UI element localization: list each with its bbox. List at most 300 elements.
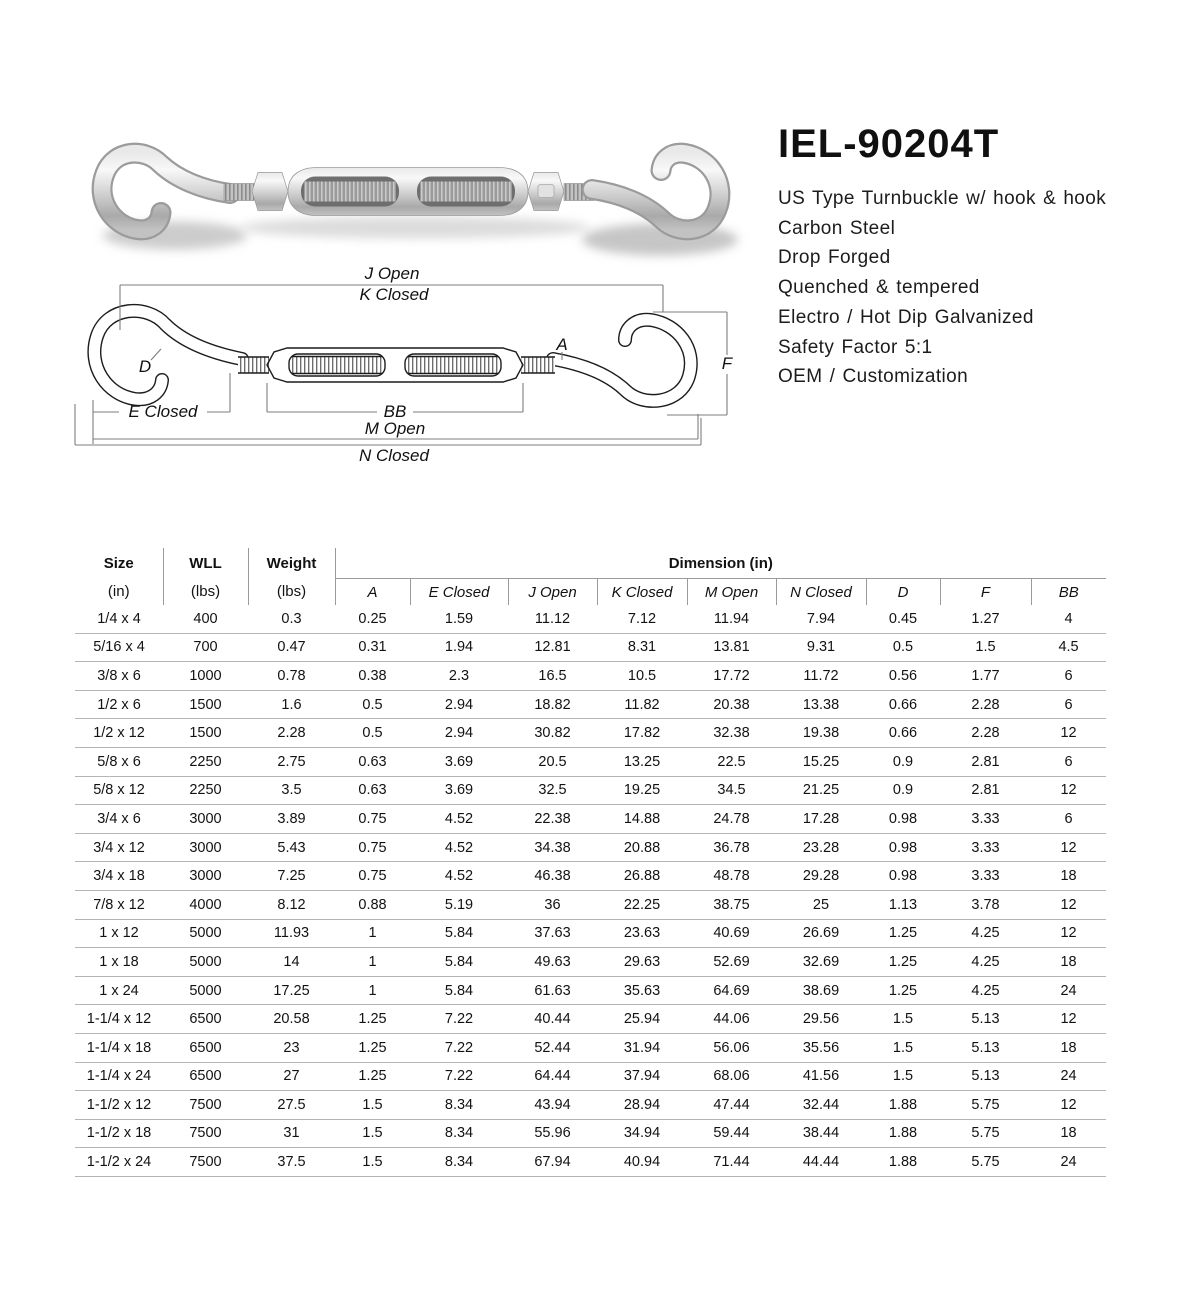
table-cell: 23 [248, 1033, 335, 1062]
table-cell: 2.81 [940, 776, 1031, 805]
table-cell: 0.5 [866, 633, 940, 662]
table-row [75, 1091, 1106, 1120]
table-cell: 16.5 [508, 662, 597, 691]
table-cell: 35.56 [776, 1033, 866, 1062]
dim-header-a: A [335, 579, 410, 606]
product-info [778, 120, 1138, 392]
table-cell: 4.5 [1031, 633, 1106, 662]
table-cell: 3.5 [248, 776, 335, 805]
table-cell: 11.72 [776, 662, 866, 691]
table-cell: 0.25 [335, 605, 410, 633]
table-cell: 34.5 [687, 776, 776, 805]
table-cell: 5000 [163, 976, 248, 1005]
table-row [75, 633, 1106, 662]
table-cell: 20.38 [687, 690, 776, 719]
table-cell: 3/4 x 18 [75, 862, 163, 891]
table-cell: 17.25 [248, 976, 335, 1005]
dim-header-f: F [940, 579, 1031, 606]
table-cell: 0.38 [335, 662, 410, 691]
spec-table [75, 548, 1106, 1177]
table-cell: 28.94 [597, 1091, 687, 1120]
table-cell: 41.56 [776, 1062, 866, 1091]
table-cell: 52.69 [687, 948, 776, 977]
unit-header-wll: (lbs) [163, 579, 248, 606]
dim-header-d: D [866, 579, 940, 606]
page-title: IEL-90204T [778, 122, 1000, 166]
table-cell: 1/2 x 12 [75, 719, 163, 748]
table-subheader-row [75, 579, 1106, 606]
dim-header-n-closed: N Closed [776, 579, 866, 606]
feature-list [778, 184, 1138, 392]
table-cell: 0.75 [335, 833, 410, 862]
table-cell: 2250 [163, 776, 248, 805]
table-cell: 8.34 [410, 1148, 508, 1177]
table-cell: 4.25 [940, 948, 1031, 977]
table-row [75, 662, 1106, 691]
table-cell: 9.31 [776, 633, 866, 662]
table-cell: 14 [248, 948, 335, 977]
table-cell: 21.25 [776, 776, 866, 805]
table-cell: 3.33 [940, 805, 1031, 834]
table-cell: 18 [1031, 1033, 1106, 1062]
table-cell: 38.44 [776, 1119, 866, 1148]
table-cell: 5.19 [410, 890, 508, 919]
table-cell: 6 [1031, 690, 1106, 719]
table-cell: 8.34 [410, 1091, 508, 1120]
table-cell: 71.44 [687, 1148, 776, 1177]
table-cell: 1-1/2 x 12 [75, 1091, 163, 1120]
label-j-open: J Open [364, 264, 420, 283]
table-cell: 3/4 x 6 [75, 805, 163, 834]
photo-nut-stamp [538, 185, 554, 198]
table-cell: 3/4 x 12 [75, 833, 163, 862]
feature-line: Electro / Hot Dip Galvanized [778, 306, 1034, 328]
table-cell: 38.69 [776, 976, 866, 1005]
table-cell: 1.25 [866, 919, 940, 948]
table-cell: 0.75 [335, 805, 410, 834]
table-cell: 0.98 [866, 805, 940, 834]
table-row [75, 862, 1106, 891]
col-header-wll: WLL [163, 548, 248, 579]
table-row [75, 948, 1106, 977]
table-cell: 5.75 [940, 1148, 1031, 1177]
feature-line: Carbon Steel [778, 217, 896, 239]
table-cell: 35.63 [597, 976, 687, 1005]
table-cell: 0.3 [248, 605, 335, 633]
table-cell: 5000 [163, 919, 248, 948]
table-cell: 12 [1031, 719, 1106, 748]
table-row [75, 833, 1106, 862]
table-cell: 0.78 [248, 662, 335, 691]
table-cell: 20.58 [248, 1005, 335, 1034]
table-row [75, 1119, 1106, 1148]
table-row [75, 976, 1106, 1005]
table-cell: 7/8 x 12 [75, 890, 163, 919]
table-cell: 37.5 [248, 1148, 335, 1177]
table-cell: 1500 [163, 690, 248, 719]
label-m-open: M Open [364, 419, 426, 438]
table-cell: 24 [1031, 1062, 1106, 1091]
label-n-closed: N Closed [359, 446, 429, 465]
table-cell: 0.5 [335, 719, 410, 748]
table-cell: 0.9 [866, 747, 940, 776]
table-cell: 1000 [163, 662, 248, 691]
table-cell: 1.88 [866, 1091, 940, 1120]
table-cell: 17.28 [776, 805, 866, 834]
table-cell: 0.45 [866, 605, 940, 633]
table-cell: 6500 [163, 1062, 248, 1091]
table-cell: 1 x 24 [75, 976, 163, 1005]
table-cell: 8.12 [248, 890, 335, 919]
table-cell: 5.75 [940, 1119, 1031, 1148]
table-cell: 5.75 [940, 1091, 1031, 1120]
table-cell: 22.5 [687, 747, 776, 776]
table-cell: 1.5 [335, 1091, 410, 1120]
table-cell: 15.25 [776, 747, 866, 776]
table-cell: 6500 [163, 1005, 248, 1034]
table-group-header-row [75, 548, 1106, 579]
table-row [75, 1033, 1106, 1062]
table-cell: 12 [1031, 1005, 1106, 1034]
table-cell: 1.5 [940, 633, 1031, 662]
table-cell: 25 [776, 890, 866, 919]
table-cell: 7500 [163, 1148, 248, 1177]
col-header-weight: Weight [248, 548, 335, 579]
table-cell: 1.88 [866, 1148, 940, 1177]
unit-header-weight: (lbs) [248, 579, 335, 606]
dimension-diagram [55, 252, 755, 467]
table-cell: 1 x 18 [75, 948, 163, 977]
table-cell: 0.98 [866, 833, 940, 862]
table-cell: 17.72 [687, 662, 776, 691]
table-cell: 2.28 [248, 719, 335, 748]
table-cell: 64.69 [687, 976, 776, 1005]
table-cell: 700 [163, 633, 248, 662]
table-cell: 1.5 [866, 1033, 940, 1062]
table-cell: 12.81 [508, 633, 597, 662]
table-cell: 32.69 [776, 948, 866, 977]
table-cell: 5.84 [410, 919, 508, 948]
table-cell: 44.06 [687, 1005, 776, 1034]
table-cell: 1.5 [866, 1062, 940, 1091]
table-cell: 2.28 [940, 690, 1031, 719]
label-bb: BB [383, 402, 407, 421]
photo-left-hook [102, 153, 230, 230]
table-cell: 3000 [163, 862, 248, 891]
table-cell: 1 [335, 919, 410, 948]
table-cell: 1-1/2 x 18 [75, 1119, 163, 1148]
table-cell: 12 [1031, 776, 1106, 805]
table-cell: 56.06 [687, 1033, 776, 1062]
table-cell: 2.75 [248, 747, 335, 776]
table-cell: 1.59 [410, 605, 508, 633]
table-cell: 3.33 [940, 833, 1031, 862]
table-cell: 0.66 [866, 690, 940, 719]
table-cell: 5.84 [410, 948, 508, 977]
table-cell: 13.25 [597, 747, 687, 776]
table-cell: 0.63 [335, 776, 410, 805]
table-cell: 1/4 x 4 [75, 605, 163, 633]
table-cell: 7.22 [410, 1033, 508, 1062]
table-cell: 36.78 [687, 833, 776, 862]
table-cell: 1.25 [335, 1005, 410, 1034]
unit-header-size: (in) [75, 579, 163, 606]
table-cell: 6 [1031, 662, 1106, 691]
table-cell: 34.94 [597, 1119, 687, 1148]
table-row [75, 1148, 1106, 1177]
table-cell: 7.22 [410, 1005, 508, 1034]
table-cell: 18 [1031, 1119, 1106, 1148]
table-cell: 5000 [163, 948, 248, 977]
drawing-right-hook [553, 320, 691, 401]
table-cell: 34.38 [508, 833, 597, 862]
table-cell: 13.81 [687, 633, 776, 662]
table-cell: 37.94 [597, 1062, 687, 1091]
table-cell: 1.6 [248, 690, 335, 719]
table-cell: 6 [1031, 747, 1106, 776]
drawing-body [267, 348, 523, 382]
photo-shadow [103, 217, 738, 256]
table-cell: 1-1/4 x 12 [75, 1005, 163, 1034]
photo-left-thread [224, 184, 254, 201]
table-cell: 1.27 [940, 605, 1031, 633]
table-cell: 6500 [163, 1033, 248, 1062]
table-cell: 40.44 [508, 1005, 597, 1034]
table-cell: 3.33 [940, 862, 1031, 891]
photo-right-hook [592, 153, 720, 230]
table-row [75, 1062, 1106, 1091]
table-cell: 400 [163, 605, 248, 633]
table-cell: 44.44 [776, 1148, 866, 1177]
table-cell: 19.25 [597, 776, 687, 805]
table-cell: 2.28 [940, 719, 1031, 748]
table-cell: 55.96 [508, 1119, 597, 1148]
table-row [75, 890, 1106, 919]
table-cell: 5/8 x 12 [75, 776, 163, 805]
table-cell: 19.38 [776, 719, 866, 748]
table-cell: 18 [1031, 862, 1106, 891]
table-cell: 64.44 [508, 1062, 597, 1091]
table-cell: 1.25 [866, 976, 940, 1005]
table-cell: 29.56 [776, 1005, 866, 1034]
table-cell: 29.28 [776, 862, 866, 891]
table-cell: 20.88 [597, 833, 687, 862]
photo-left-nut [252, 173, 288, 211]
table-cell: 1500 [163, 719, 248, 748]
feature-line: Drop Forged [778, 247, 891, 269]
table-cell: 0.88 [335, 890, 410, 919]
table-cell: 11.82 [597, 690, 687, 719]
table-cell: 38.75 [687, 890, 776, 919]
table-cell: 2.94 [410, 690, 508, 719]
table-cell: 3/8 x 6 [75, 662, 163, 691]
table-cell: 26.69 [776, 919, 866, 948]
table-cell: 1.13 [866, 890, 940, 919]
table-row [75, 776, 1106, 805]
table-cell: 13.38 [776, 690, 866, 719]
table-cell: 8.34 [410, 1119, 508, 1148]
table-cell: 1 x 12 [75, 919, 163, 948]
table-cell: 2.3 [410, 662, 508, 691]
table-cell: 1.5 [335, 1119, 410, 1148]
table-cell: 7500 [163, 1091, 248, 1120]
table-cell: 0.63 [335, 747, 410, 776]
table-cell: 23.63 [597, 919, 687, 948]
drawing-left-rod [238, 357, 269, 373]
table-cell: 20.5 [508, 747, 597, 776]
table-cell: 7500 [163, 1119, 248, 1148]
table-cell: 1.77 [940, 662, 1031, 691]
table-cell: 40.69 [687, 919, 776, 948]
table-cell: 48.78 [687, 862, 776, 891]
col-header-dimension-group: Dimension (in) [335, 548, 1106, 579]
table-cell: 11.93 [248, 919, 335, 948]
table-cell: 4.25 [940, 976, 1031, 1005]
table-cell: 12 [1031, 890, 1106, 919]
table-cell: 2.94 [410, 719, 508, 748]
table-cell: 14.88 [597, 805, 687, 834]
table-cell: 7.22 [410, 1062, 508, 1091]
table-cell: 0.31 [335, 633, 410, 662]
table-cell: 8.31 [597, 633, 687, 662]
table-cell: 31.94 [597, 1033, 687, 1062]
table-cell: 1 [335, 976, 410, 1005]
table-row [75, 1005, 1106, 1034]
table-cell: 25.94 [597, 1005, 687, 1034]
table-cell: 32.38 [687, 719, 776, 748]
table-cell: 3000 [163, 833, 248, 862]
table-cell: 3.69 [410, 747, 508, 776]
table-cell: 4 [1031, 605, 1106, 633]
table-cell: 5.13 [940, 1062, 1031, 1091]
table-cell: 5.13 [940, 1033, 1031, 1062]
product-photo [80, 112, 750, 270]
table-cell: 22.25 [597, 890, 687, 919]
table-cell: 1-1/4 x 24 [75, 1062, 163, 1091]
table-cell: 4000 [163, 890, 248, 919]
table-cell: 12 [1031, 833, 1106, 862]
label-e-closed: E Closed [128, 402, 198, 421]
table-cell: 40.94 [597, 1148, 687, 1177]
table-cell: 1-1/4 x 18 [75, 1033, 163, 1062]
table-row [75, 690, 1106, 719]
table-cell: 3.69 [410, 776, 508, 805]
table-cell: 1 [335, 948, 410, 977]
table-cell: 31 [248, 1119, 335, 1148]
spec-table-container [75, 548, 1106, 1177]
feature-line: Safety Factor 5:1 [778, 336, 933, 358]
table-cell: 1.5 [335, 1148, 410, 1177]
table-cell: 24 [1031, 976, 1106, 1005]
table-cell: 43.94 [508, 1091, 597, 1120]
table-cell: 52.44 [508, 1033, 597, 1062]
table-cell: 2.81 [940, 747, 1031, 776]
table-cell: 0.9 [866, 776, 940, 805]
table-cell: 4.52 [410, 805, 508, 834]
table-cell: 3.89 [248, 805, 335, 834]
table-cell: 10.5 [597, 662, 687, 691]
table-cell: 36 [508, 890, 597, 919]
table-cell: 7.12 [597, 605, 687, 633]
table-cell: 1/2 x 6 [75, 690, 163, 719]
table-cell: 24.78 [687, 805, 776, 834]
table-cell: 0.47 [248, 633, 335, 662]
table-cell: 30.82 [508, 719, 597, 748]
table-row [75, 747, 1106, 776]
table-cell: 3000 [163, 805, 248, 834]
dim-header-k-closed: K Closed [597, 579, 687, 606]
table-cell: 27.5 [248, 1091, 335, 1120]
table-row [75, 605, 1106, 633]
table-cell: 17.82 [597, 719, 687, 748]
table-cell: 27 [248, 1062, 335, 1091]
feature-line: US Type Turnbuckle w/ hook & hook [778, 188, 1107, 209]
table-cell: 0.98 [866, 862, 940, 891]
table-cell: 46.38 [508, 862, 597, 891]
label-k-closed: K Closed [359, 285, 429, 304]
table-cell: 1.5 [866, 1005, 940, 1034]
table-cell: 7.25 [248, 862, 335, 891]
table-cell: 2250 [163, 747, 248, 776]
feature-line: OEM / Customization [778, 366, 969, 388]
table-cell: 67.94 [508, 1148, 597, 1177]
table-row [75, 719, 1106, 748]
table-cell: 5.43 [248, 833, 335, 862]
table-cell: 32.5 [508, 776, 597, 805]
table-cell: 5/8 x 6 [75, 747, 163, 776]
table-cell: 12 [1031, 1091, 1106, 1120]
table-cell: 68.06 [687, 1062, 776, 1091]
table-cell: 0.75 [335, 862, 410, 891]
label-d: D [138, 357, 152, 376]
table-cell: 4.52 [410, 833, 508, 862]
drawing-right-rod [521, 357, 555, 373]
table-cell: 59.44 [687, 1119, 776, 1148]
table-cell: 61.63 [508, 976, 597, 1005]
table-cell: 47.44 [687, 1091, 776, 1120]
table-cell: 4.25 [940, 919, 1031, 948]
table-cell: 1-1/2 x 24 [75, 1148, 163, 1177]
table-cell: 26.88 [597, 862, 687, 891]
table-cell: 37.63 [508, 919, 597, 948]
table-cell: 32.44 [776, 1091, 866, 1120]
table-row [75, 805, 1106, 834]
dim-header-m-open: M Open [687, 579, 776, 606]
table-cell: 5.13 [940, 1005, 1031, 1034]
table-cell: 24 [1031, 1148, 1106, 1177]
table-body [75, 605, 1106, 1176]
table-cell: 0.5 [335, 690, 410, 719]
table-cell: 7.94 [776, 605, 866, 633]
table-cell: 1.25 [866, 948, 940, 977]
table-cell: 1.25 [335, 1062, 410, 1091]
label-a: A [556, 335, 568, 354]
table-cell: 1.94 [410, 633, 508, 662]
table-cell: 1.25 [335, 1033, 410, 1062]
table-cell: 23.28 [776, 833, 866, 862]
table-cell: 4.52 [410, 862, 508, 891]
table-cell: 22.38 [508, 805, 597, 834]
table-cell: 3.78 [940, 890, 1031, 919]
table-cell: 1.88 [866, 1119, 940, 1148]
dim-header-e-closed: E Closed [410, 579, 508, 606]
table-cell: 29.63 [597, 948, 687, 977]
table-cell: 6 [1031, 805, 1106, 834]
dim-header-j-open: J Open [508, 579, 597, 606]
drawing-left-hook [94, 311, 242, 399]
table-cell: 18 [1031, 948, 1106, 977]
table-cell: 49.63 [508, 948, 597, 977]
